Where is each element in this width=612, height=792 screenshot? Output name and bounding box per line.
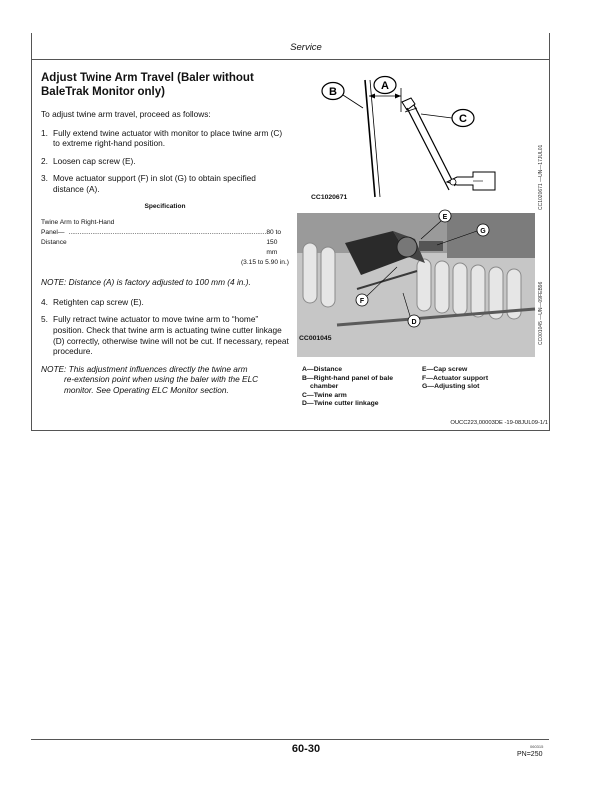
spec-value-alt: (3.15 to 5.90 in.)	[240, 259, 289, 267]
figure2-code: CC001045 —UN—09FEB96	[538, 281, 544, 345]
document-reference: OUCC223,00003DE -19-08JUL09-1/1	[450, 420, 548, 426]
step-1: 1. Fully extend twine actuator with monitor to place twine arm (C) to extreme right-hand position.	[41, 127, 283, 149]
callout-a: A	[381, 80, 389, 92]
step-4: 4. Retighten cap screw (E).	[41, 296, 144, 307]
callout-f: F	[359, 298, 365, 305]
section-title: Adjust Twine Arm Travel (Baler without BaleTrak Monitor only)	[41, 72, 254, 98]
pn-number: PN=250	[517, 751, 543, 758]
pivot-pin	[450, 179, 456, 185]
figure-twine-arm-diagram	[297, 72, 535, 212]
callout-g: G	[480, 228, 486, 235]
callout-c-leader	[421, 114, 452, 118]
intro-text: To adjust twine arm travel, proceed as follows:	[41, 109, 211, 119]
actuator-mount	[419, 241, 443, 251]
steps-list-b	[41, 297, 289, 357]
twine-arm-diagram	[297, 72, 535, 212]
legend-left: A—Distance B—Right-hand panel of bale chamber C—Twine arm D—Twine cutter linkage	[302, 366, 394, 407]
spec-line-label: Panel—Distance	[41, 229, 67, 247]
footer-divider	[31, 739, 549, 740]
callout-d: D	[411, 319, 417, 326]
twine-arm-edge-1	[407, 108, 449, 190]
callout-b: B	[329, 86, 337, 98]
header-divider	[31, 59, 549, 60]
footer-code: 060315	[530, 744, 544, 749]
spec-leader-dots: ............................................................................................................	[68, 229, 267, 237]
step-3: 3. Move actuator support (F) in slot (G) to obtain specified distance (A).	[41, 173, 256, 194]
step-5: 5. Fully retract twine actuator to move twine arm to “home” position. Check that twine arm is actuating twine cutter linkage (D) correctly, otherwise twine will not be cut. If necessary, repeat procedure.	[41, 314, 289, 357]
steps-list-a	[41, 128, 289, 195]
callout-e: E	[442, 214, 448, 221]
instruction-column	[41, 72, 289, 396]
actuator-hub	[397, 237, 417, 257]
figure1-code: CC1020671 —UN—17JUL01	[538, 144, 544, 210]
spec-heading: Specification	[144, 202, 186, 210]
arm-clamp	[402, 98, 415, 110]
figure-actuator-photo	[297, 213, 535, 357]
step-2: 2. Loosen cap screw (E).	[41, 155, 136, 166]
note-elc: NOTE: This adjustment influences directly the twine arm re-extension point when using the baler with the ELC monitor. See Operating ELC Monitor section.	[41, 363, 259, 395]
arrowhead-right	[395, 94, 401, 99]
callout-b-leader	[343, 95, 363, 108]
figure1-label: CC1020671	[311, 194, 348, 201]
spec-line	[41, 228, 289, 258]
running-header: Service	[290, 42, 322, 53]
figure2-label: CC001045	[299, 335, 332, 342]
callout-c: C	[459, 113, 467, 125]
legend-right: E—Cap screw F—Actuator support G—Adjusting slot	[422, 366, 489, 390]
twine-arm-edge-2	[414, 105, 455, 186]
note-distance: NOTE: Distance (A) is factory adjusted to 100 mm (4 in.).	[41, 277, 251, 288]
actuator-photo	[297, 213, 535, 357]
spec-row-label: Twine Arm to Right-Hand	[41, 219, 115, 227]
photo-upper-right	[447, 213, 535, 258]
spec-value: 80 to 150 mm	[266, 229, 282, 257]
page-number: 60-30	[291, 743, 321, 755]
arrowhead-left	[369, 94, 375, 99]
